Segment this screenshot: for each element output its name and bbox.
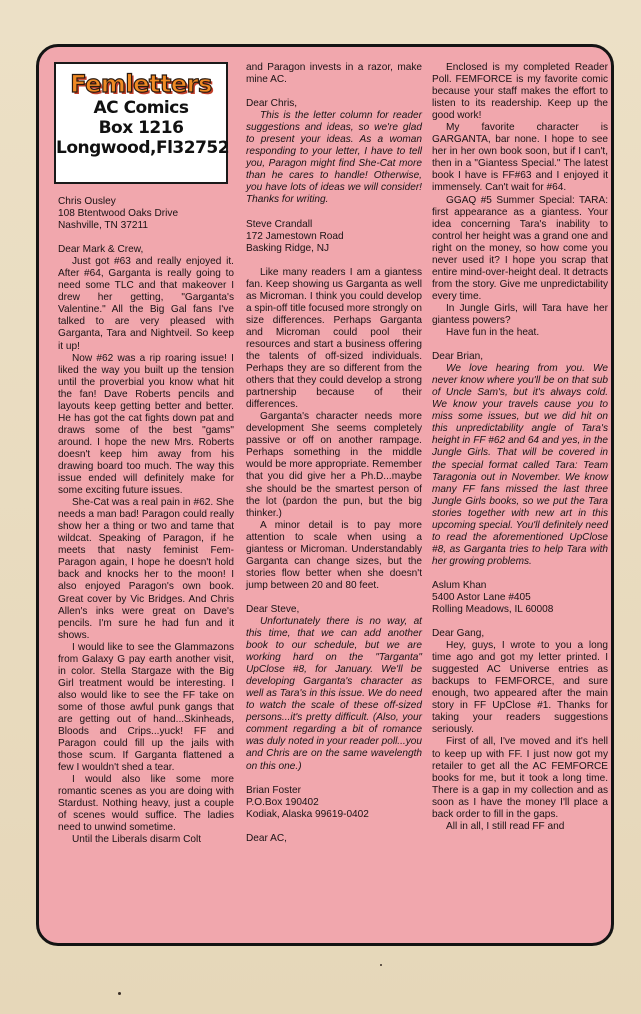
letter-writer-address: Aslum Khan 5400 Astor Lane #405 Rolling Meadows, IL 60008 (432, 579, 554, 616)
editor-reply: We love hearing from you. We never know where you'll be on that sub of Uncle Sam's, but it's always cold. We know your travels cause you to miss some issues, but we did hit on this unpredictability angle of Tara's height in FF #62 and 64 and yes, in the Jungle Girls. That will be covered in the special format called Tara: Team Taragonia out in November. We know many FF fans missed the last three Jungle Girls books, so we put the Tara stories together with new art in this upcoming special. You'll definitely need to read the aforementioned UpClose #8, as Garganta tries to help Tara with her growing problems. (432, 363, 608, 567)
letter-paragraph: I would like to see the Glammazons from Galaxy G pay earth another visit, in color. Stella Stargaze with the Big Girl treatment would be interesting. I also would like to see the FF take on some of those awful punk gangs that are getting out of hand...Skinheads, Bloods and Crips...yuck! FF and Paragon could fill up the jails with those scum. If Garganta flattened a few I wouldn't shed a tear. (58, 641, 234, 774)
letters-column-3 (432, 62, 608, 833)
letter-paragraph: Enclosed is my completed Reader Poll. FEMFORCE is my favorite comic because your staff makes the effort to listen to its readership. Keep up the good work! (432, 62, 608, 122)
letter-paragraph: Like many readers I am a giantess fan. Keep showing us Garganta as well as Microman. I think you could develop a spin-off title focused more strongly on size differences. Perhaps Garganta and Microman could pool their resources and start a business offering the talents of off-sized individuals. Perhaps they are so different from the others that they could develop a strong partnership because of their differences. (246, 266, 422, 411)
letter-paragraph: Now #62 was a rip roaring issue! I liked the way you built up the tension until the proverbial you know what hit the fan! Dave Roberts pencils and layouts keep getting better and better. He has got the cat fights down pat and draws some of the best "gams" around. I hope the new Mrs. Roberts doesn't keep him away from his drawing board too much. The way this issue ended will definitely make for some exciting future issues. (58, 352, 234, 497)
paper-speck (118, 992, 121, 995)
logo-publisher: AC Comics (93, 98, 189, 118)
letter-paragraph: and Paragon invests in a razor, make mine AC. (246, 62, 422, 86)
letter-paragraph: First of all, I've moved and it's hell to keep up with FF. I just now got my retailer to get all the AC FEMFORCE books for me, but it took a long time. There is a gap in my collection and as soon as I have the money I'll place a back order to fill in the gaps. (432, 736, 608, 820)
editor-reply: This is the letter column for reader suggestions and ideas, so we're glad to present your ideas. As a woman responding to your letter, I have to tell you, Paragon might find She-Cat more than he cares to handle! Otherwise, you have lots of ideas we will consider! Thanks for writing. (246, 110, 422, 206)
paper-speck (380, 964, 382, 966)
letter-paragraph: A minor detail is to pay more attention to scale when using a giantess or Microman. Understandably Garganta can change sizes, but the stories flow better when she doesn't jump between 20 and 80 feet. (246, 519, 422, 591)
letter-paragraph: She-Cat was a real pain in #62. She needs a man bad! Paragon could really show her a thing or two and tame that wildcat. Speaking of Paragon, if he meets that nasty feminist Fem-Paragon again, I hope he doesn't hold back and knocks her to the moon! I also enjoyed Paragon's own book. Great cover by Vic Bridges. And Chris Allen's inks were great on Dave's pencils. I'm sure he had fun and it shows. (58, 497, 234, 641)
letter-paragraph: Hey, guys, I wrote to you a long time ago and got my letter printed. I suggested AC Universe entries as backups to FEMFORCE, and sure enough, two appeared after the main story in FF UpClose #1. Thanks for taking your readers suggestions seriously. (432, 640, 608, 736)
letter-writer-address: Chris Ousley 108 Btentwood Oaks Drive Nashville, TN 37211 (58, 196, 179, 232)
letters-column-1 (58, 196, 234, 846)
letter-writer-address: Brian Foster P.O.Box 190402 Kodiak, Alaska 99619-0402 (246, 784, 369, 820)
letter-paragraph: GGAQ #5 Summer Special: TARA: first appearance as a giantess. Your idea concerning Tara's inability to control her height was a grand one and right on the money, so how come you never used it? I hope you scrap that entire mind-over-height deal. It detracts from the story. Give me unpredictability every time. (432, 194, 608, 302)
letter-paragraph: Have fun in the heat. (446, 327, 540, 339)
logo-title: Femletters (70, 70, 212, 98)
editor-reply: Unfortunately there is no way, at this time, that we can add another book to our schedule, but we are working hard on the "Targanta" UpClose #8, for January. We'll be developing Garganta's character as well as Tara's in this issue. We do need to watch the scale of these off-sized persons...it's pretty difficult. (Also, your comment regarding a bit of romance was duly noted in your reader poll...you and Chris are on the same wavelength on this one.) (246, 615, 422, 772)
salutation: Dear Mark & Crew, (58, 244, 144, 256)
letter-paragraph: I would also like some more romantic scenes as you are doing with Stardust. Nothing heavy, just a couple of scenes would suffice. The ladies need to unwind sometime. (58, 774, 234, 834)
letter-writer-address: Steve Crandall 172 Jamestown Road Basking Ridge, NJ (246, 218, 344, 254)
letter-paragraph: My favorite character is GARGANTA, bar none. I hope to see her in her own book soon, but if I can't, then in a "Giantess Special." The latest book I have is FF#63 and I enjoyed it immensely. Can't wait for #64. (432, 122, 608, 194)
logo-address: Longwood,Fl32752 (56, 138, 230, 158)
logo-box: Box 1216 (98, 118, 184, 138)
salutation: Dear Steve, (246, 603, 300, 615)
letter-paragraph: All in all, I still read FF and (446, 820, 565, 832)
letter-paragraph: Garganta's character needs more development She seems completely passive or off on another rampage. Perhaps something in the middle would be more appropriate. Remember that you did give her a Ph.D...maybe she should be the smartest person of the lot (pardon the pun, but the big thinker.) (246, 411, 422, 519)
letter-paragraph: Until the Liberals disarm Colt (72, 834, 202, 846)
salutation: Dear AC, (246, 832, 287, 844)
letters-column-2 (246, 62, 422, 845)
letter-paragraph: Just got #63 and really enjoyed it. After #64, Garganta is really going to need some TLC and that makeover I drew her getting, "Garganta's Valentine." All the Big Gal fans I've talked to are very pleased with Garganta, Tara and Nightveil. So keep it up! (58, 256, 234, 352)
salutation: Dear Gang, (432, 628, 485, 640)
column-logo (54, 62, 228, 184)
letter-paragraph: In Jungle Girls, will Tara have her giantess powers? (432, 302, 608, 326)
salutation: Dear Brian, (432, 351, 484, 363)
salutation: Dear Chris, (246, 98, 298, 110)
